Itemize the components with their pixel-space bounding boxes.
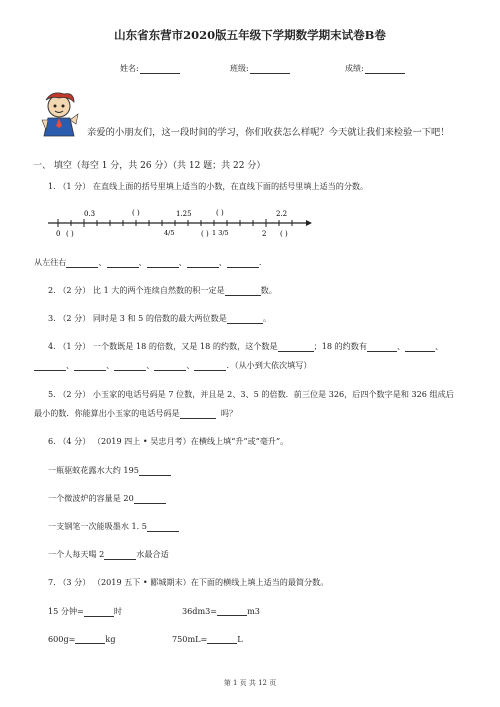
question-3: 3. （2 分） 同时是 3 和 5 的倍数的最大两位数是 。 — [48, 313, 271, 323]
q1-answer-line: 从左往右 、 、 、 、 . — [34, 257, 262, 267]
nl-bottom-4: 1 3/5 — [212, 229, 229, 237]
nl-bottom-2: 4/5 — [164, 229, 175, 237]
q4-blank-7[interactable] — [154, 362, 186, 371]
q7-item-2: 36dm3= m3 — [182, 606, 260, 616]
question-2: 2. （2 分） 比 1 大的两个连续自然数的积一定是 数。 — [48, 285, 277, 295]
q1-blank-5[interactable] — [227, 259, 259, 268]
q6-item-3: 一支钢笔一次能吸墨水 1. 5 — [48, 521, 179, 532]
q4-blank-8[interactable] — [194, 362, 226, 371]
q1-blank-2[interactable] — [107, 259, 139, 268]
name-label: 姓名: — [120, 64, 139, 73]
q4-blank-1[interactable] — [278, 343, 314, 352]
nl-bottom-0: 0 — [56, 230, 61, 238]
class-field[interactable] — [230, 63, 290, 74]
q4-blank-2[interactable] — [367, 343, 397, 352]
q2-blank[interactable] — [225, 287, 261, 296]
question-4: 4. （1 分） 一个数既是 18 的倍数，又是 18 的约数，这个数是 ；18 的约数有 、 、 — [48, 341, 444, 351]
q6-blank-3[interactable] — [147, 523, 179, 532]
nl-bottom-1: ( ) — [66, 230, 74, 238]
q6-blank-1[interactable] — [139, 467, 171, 476]
q6-item-1: 一瓶驱蚊花露水大约 195 — [48, 465, 171, 476]
greeting-text: 亲爱的小朋友们，这一段时间的学习，你们收获怎么样呢？今天就让我们来检验一下吧！ — [87, 127, 450, 138]
question-5-cont: 最小的数．你能算出小玉家的电话号码是 吗？ — [34, 408, 238, 418]
q1-blank-3[interactable] — [147, 259, 179, 268]
nl-top-2: 1.25 — [176, 210, 192, 218]
nl-top-3: ( ) — [216, 209, 224, 217]
q7-blank-4[interactable] — [207, 635, 237, 644]
nl-bottom-6: ( ) — [280, 230, 288, 238]
nl-top-1: ( ) — [132, 209, 140, 217]
q4-blank-4[interactable] — [34, 362, 66, 371]
q3-blank[interactable] — [227, 315, 263, 324]
q7-item-1: 15 分钟= 时 — [48, 606, 122, 616]
nl-bottom-3: ( ) — [201, 230, 209, 238]
q7-blank-2[interactable] — [217, 607, 247, 616]
question-6: 6. （4 分） （2019 四上 • 吴忠月考）在横线上填“升”或“毫升”。 — [48, 436, 289, 446]
nl-bottom-5: 2 — [262, 230, 267, 238]
q7-blank-3[interactable] — [75, 635, 105, 644]
q1-blank-4[interactable] — [187, 259, 219, 268]
question-1: 1. （1 分） 在直线上面的括号里填上适当的小数，在直线下面的括号里填上适当的分数。 — [48, 181, 369, 191]
name-field[interactable] — [120, 63, 180, 74]
q4-blank-3[interactable] — [405, 343, 435, 352]
q4-blank-5[interactable] — [74, 362, 106, 371]
page-title: 山东省东营市2020版五年级下学期数学期末试卷B卷 — [114, 28, 386, 42]
number-line — [44, 203, 314, 243]
nl-top-0: 0.3 — [84, 210, 96, 218]
score-label: 成绩: — [345, 64, 364, 73]
nl-top-4: 2.2 — [276, 210, 288, 218]
page-footer: 第 1 页 共 12 页 — [223, 679, 277, 687]
question-5: 5. （2 分） 小玉家的电话号码是 7 位数，并且是 2、3、5 的倍数．前三位是 326，后四个数字是和 326 组成后 — [48, 389, 454, 399]
score-field[interactable] — [345, 63, 405, 74]
q1-blank-1[interactable] — [66, 259, 98, 268]
q4-blank-6[interactable] — [114, 362, 146, 371]
q7-blank-1[interactable] — [84, 608, 114, 617]
q6-item-2: 一个微波炉的容量是 20 — [48, 493, 166, 504]
question-7: 7. （3 分） （2019 五下 • 郾城期末）在下面的横线上填上适当的最简分数。 — [48, 577, 329, 587]
class-label: 班级: — [230, 64, 249, 73]
section-heading: 一、 填空（每空 1 分，共 26 分）（共 12 题；共 22 分） — [33, 161, 266, 171]
q7-item-3: 600g= kg — [48, 634, 116, 644]
mascot-icon — [34, 90, 84, 140]
q7-item-4: 750mL= L — [172, 634, 243, 644]
q6-blank-4[interactable] — [104, 551, 136, 560]
q6-blank-2[interactable] — [134, 495, 166, 504]
q5-blank[interactable] — [180, 410, 216, 419]
q6-item-4: 一个人每天喝 2 水最合适 — [48, 549, 169, 559]
question-4-cont: 、 、 、 、 ．（从小到大依次填写） — [34, 360, 311, 371]
